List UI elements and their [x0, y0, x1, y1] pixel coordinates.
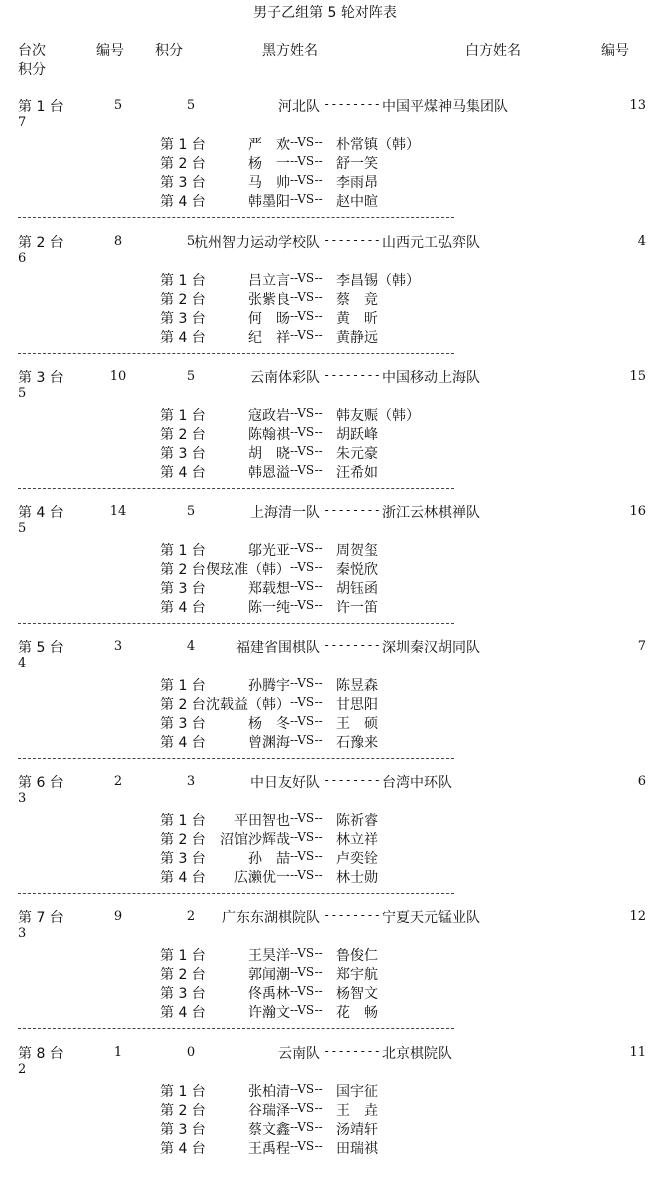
board-label: 第 3 台 — [160, 175, 206, 191]
left-team-number: 8 — [113, 234, 123, 249]
white-player: 陈祈睿 — [336, 813, 378, 829]
white-player: 陈昱森 — [336, 678, 378, 694]
board-label: 第 3 台 — [160, 311, 206, 327]
vs-marker: --VS-- — [290, 271, 323, 285]
white-player: 秦悦欣 — [336, 562, 378, 578]
team-separator: -------- — [323, 908, 381, 922]
pairing-row — [160, 810, 640, 829]
board-label: 第 2 台 — [160, 967, 206, 983]
pairing-row — [160, 867, 640, 886]
black-player: 佟禹林 — [248, 986, 290, 1002]
white-player: 汤靖轩 — [336, 1122, 378, 1138]
black-player: 王昊洋 — [248, 948, 290, 964]
white-team-score: 7 — [18, 115, 27, 130]
header-white-name: 白方姓名 — [465, 43, 521, 59]
team-score: 5 — [186, 234, 196, 249]
pairing-row — [160, 1138, 640, 1157]
black-player: 広濑优一 — [234, 870, 290, 886]
vs-marker: --VS-- — [290, 946, 323, 960]
black-player: 曾渊海 — [248, 735, 290, 751]
black-player: 偰玹准（韩） — [206, 562, 290, 578]
team-separator: -------- — [323, 368, 381, 382]
board-label: 第 2 台 — [160, 156, 206, 172]
dashed-divider — [18, 353, 454, 354]
right-team-number: 12 — [629, 909, 646, 924]
board-label: 第 1 台 — [160, 948, 206, 964]
black-player: 谷瑞泽 — [248, 1103, 290, 1119]
table-block — [0, 907, 650, 1042]
white-player: 朴常镇（韩） — [336, 137, 420, 153]
vs-marker: --VS-- — [290, 1139, 323, 1153]
white-player: 蔡 竞 — [336, 292, 378, 308]
board-label: 第 3 台 — [160, 446, 206, 462]
white-team-name: 山西元工弘弈队 — [382, 235, 480, 251]
board-label: 第 1 台 — [160, 273, 206, 289]
vs-marker: --VS-- — [290, 714, 323, 728]
vs-marker: --VS-- — [290, 868, 323, 882]
black-player: 杨 冬 — [248, 716, 290, 732]
right-team-number: 16 — [629, 504, 646, 519]
white-player: 王 垚 — [336, 1103, 378, 1119]
white-player: 杨智文 — [336, 986, 378, 1002]
team-score: 3 — [186, 774, 196, 789]
pairing-row — [160, 308, 640, 327]
board-label: 第 2 台 — [160, 562, 206, 578]
board-label: 第 1 台 — [160, 678, 206, 694]
team-score: 2 — [186, 909, 196, 924]
black-player: 沈载益（韩） — [206, 697, 290, 713]
black-player: 许瀚文 — [248, 1005, 290, 1021]
left-team-number: 14 — [109, 504, 127, 519]
white-team-score: 6 — [18, 251, 27, 266]
vs-marker: --VS-- — [290, 173, 323, 187]
pairing-row — [160, 848, 640, 867]
pairing-row — [160, 559, 640, 578]
white-player: 朱元豪 — [336, 446, 378, 462]
vs-marker: --VS-- — [290, 676, 323, 690]
white-team-name: 北京棋院队 — [382, 1046, 452, 1062]
black-player: 邬光亚 — [248, 543, 290, 559]
black-player: 孙 喆 — [248, 851, 290, 867]
pairing-row — [160, 424, 640, 443]
board-label: 第 3 台 — [160, 986, 206, 1002]
table-label: 第 7 台 — [18, 910, 64, 926]
vs-marker: --VS-- — [290, 1082, 323, 1096]
white-team-score: 3 — [18, 791, 27, 806]
team-score: 4 — [186, 639, 196, 654]
left-team-number: 9 — [113, 909, 123, 924]
pairing-row — [160, 540, 640, 559]
team-separator: -------- — [323, 97, 381, 111]
board-label: 第 2 台 — [160, 832, 206, 848]
board-label: 第 1 台 — [160, 408, 206, 424]
vs-marker: --VS-- — [290, 425, 323, 439]
black-team-name: 河北队 — [278, 99, 320, 115]
board-label: 第 3 台 — [160, 1122, 206, 1138]
header-score: 积分 — [155, 43, 183, 59]
pairing-row — [160, 1081, 640, 1100]
right-team-number: 6 — [637, 774, 646, 789]
board-label: 第 1 台 — [160, 543, 206, 559]
white-team-name: 深圳秦汉胡同队 — [382, 640, 480, 656]
table-label: 第 6 台 — [18, 775, 64, 791]
right-team-number: 11 — [629, 1045, 646, 1060]
black-player: 孙腾宇 — [248, 678, 290, 694]
board-label: 第 3 台 — [160, 851, 206, 867]
black-team-name: 杭州智力运动学校队 — [194, 235, 320, 251]
board-label: 第 2 台 — [160, 697, 206, 713]
right-team-number: 13 — [629, 98, 646, 113]
white-team-name: 宁夏天元锰业队 — [382, 910, 480, 926]
header-number-right: 编号 — [601, 43, 629, 59]
black-player: 郑载想 — [248, 581, 290, 597]
vs-marker: --VS-- — [290, 192, 323, 206]
white-player: 国宇征 — [336, 1084, 378, 1100]
black-team-name: 福建省围棋队 — [236, 640, 320, 656]
board-label: 第 1 台 — [160, 1084, 206, 1100]
black-player: 郭闻潮 — [248, 967, 290, 983]
dashed-divider — [18, 758, 454, 759]
black-player: 韩墨阳 — [248, 194, 290, 210]
vs-marker: --VS-- — [290, 695, 323, 709]
white-team-score: 5 — [18, 521, 27, 536]
table-block — [0, 772, 650, 907]
vs-marker: --VS-- — [290, 579, 323, 593]
black-player: 蔡文鑫 — [248, 1122, 290, 1138]
vs-marker: --VS-- — [290, 598, 323, 612]
page-title: 男子乙组第 5 轮对阵表 — [253, 5, 397, 21]
right-team-number: 4 — [637, 234, 646, 249]
pairing-row — [160, 462, 640, 481]
left-team-number: 2 — [113, 774, 123, 789]
black-player: 张柏清 — [248, 1084, 290, 1100]
white-player: 黄 昕 — [336, 311, 378, 327]
pairing-row — [160, 289, 640, 308]
pairing-row — [160, 578, 640, 597]
team-score: 0 — [186, 1045, 196, 1060]
black-player: 何 旸 — [248, 311, 290, 327]
right-team-number: 7 — [637, 639, 646, 654]
black-player: 胡 晓 — [248, 446, 290, 462]
vs-marker: --VS-- — [290, 1120, 323, 1134]
board-label: 第 2 台 — [160, 1103, 206, 1119]
pairing-row — [160, 1119, 640, 1138]
white-player: 汪希如 — [336, 465, 378, 481]
table-label: 第 8 台 — [18, 1046, 64, 1062]
header-black-name: 黑方姓名 — [262, 43, 318, 59]
table-block — [0, 502, 650, 637]
left-team-number: 10 — [109, 369, 127, 384]
board-label: 第 3 台 — [160, 581, 206, 597]
table-label: 第 5 台 — [18, 640, 64, 656]
black-player: 吕立言 — [248, 273, 290, 289]
vs-marker: --VS-- — [290, 733, 323, 747]
table-block — [0, 1043, 650, 1178]
board-label: 第 4 台 — [160, 465, 206, 481]
team-score: 5 — [186, 369, 196, 384]
white-player: 田瑞祺 — [336, 1141, 378, 1157]
header-table-no: 台次 — [18, 43, 46, 59]
vs-marker: --VS-- — [290, 830, 323, 844]
white-player: 许一笛 — [336, 600, 378, 616]
vs-marker: --VS-- — [290, 1003, 323, 1017]
white-player: 周贺玺 — [336, 543, 378, 559]
table-label: 第 1 台 — [18, 99, 64, 115]
white-player: 李昌锡（韩） — [336, 273, 420, 289]
team-score: 5 — [186, 98, 196, 113]
table-block — [0, 96, 650, 231]
board-label: 第 2 台 — [160, 292, 206, 308]
white-team-score: 3 — [18, 926, 27, 941]
black-team-name: 云南体彩队 — [250, 370, 320, 386]
dashed-divider — [18, 893, 454, 894]
white-player: 林立祥 — [336, 832, 378, 848]
black-player: 张紫良 — [248, 292, 290, 308]
dashed-divider — [18, 217, 454, 218]
black-player: 平田智也 — [234, 813, 290, 829]
board-label: 第 2 台 — [160, 427, 206, 443]
white-player: 黄静远 — [336, 330, 378, 346]
black-player: 纪 祥 — [248, 330, 290, 346]
table-block — [0, 637, 650, 772]
pairing-row — [160, 134, 640, 153]
pairing-row — [160, 694, 640, 713]
board-label: 第 1 台 — [160, 137, 206, 153]
table-label: 第 2 台 — [18, 235, 64, 251]
vs-marker: --VS-- — [290, 849, 323, 863]
black-player: 马 帅 — [248, 175, 290, 191]
right-team-number: 15 — [629, 369, 646, 384]
team-separator: -------- — [323, 1044, 381, 1058]
white-team-score: 5 — [18, 386, 27, 401]
white-team-name: 浙江云林棋禅队 — [382, 505, 480, 521]
board-label: 第 4 台 — [160, 735, 206, 751]
white-player: 胡钰函 — [336, 581, 378, 597]
pairing-row — [160, 675, 640, 694]
board-label: 第 1 台 — [160, 813, 206, 829]
white-player: 王 硕 — [336, 716, 378, 732]
pairing-row — [160, 443, 640, 462]
black-player: 韩恩溢 — [248, 465, 290, 481]
vs-marker: --VS-- — [290, 444, 323, 458]
vs-marker: --VS-- — [290, 1101, 323, 1115]
vs-marker: --VS-- — [290, 965, 323, 979]
dashed-divider — [18, 1028, 454, 1029]
left-team-number: 3 — [113, 639, 123, 654]
white-team-name: 中国移动上海队 — [382, 370, 480, 386]
pairing-row — [160, 829, 640, 848]
board-label: 第 3 台 — [160, 716, 206, 732]
black-player: 王禹程 — [248, 1141, 290, 1157]
white-player: 石豫来 — [336, 735, 378, 751]
black-player: 陈翰祺 — [248, 427, 290, 443]
white-player: 甘思阳 — [336, 697, 378, 713]
white-team-score: 4 — [18, 656, 27, 671]
table-block — [0, 232, 650, 367]
table-label: 第 3 台 — [18, 370, 64, 386]
board-label: 第 4 台 — [160, 1005, 206, 1021]
white-player: 鲁俊仁 — [336, 948, 378, 964]
black-player: 杨 一 — [248, 156, 290, 172]
vs-marker: --VS-- — [290, 984, 323, 998]
white-player: 花 畅 — [336, 1005, 378, 1021]
table-label: 第 4 台 — [18, 505, 64, 521]
black-player: 严 欢 — [248, 137, 290, 153]
black-team-name: 广东东湖棋院队 — [222, 910, 320, 926]
vs-marker: --VS-- — [290, 406, 323, 420]
black-team-name: 上海清一队 — [250, 505, 320, 521]
pairing-row — [160, 945, 640, 964]
pairing-row — [160, 327, 640, 346]
vs-marker: --VS-- — [290, 135, 323, 149]
black-team-name: 中日友好队 — [250, 775, 320, 791]
vs-marker: --VS-- — [290, 328, 323, 342]
vs-marker: --VS-- — [290, 811, 323, 825]
header-number-left: 编号 — [96, 43, 124, 59]
black-player: 寇政岩 — [248, 408, 290, 424]
white-player: 卢奕铨 — [336, 851, 378, 867]
dashed-divider — [18, 623, 454, 624]
pairing-row — [160, 172, 640, 191]
board-label: 第 4 台 — [160, 330, 206, 346]
pairing-row — [160, 732, 640, 751]
vs-marker: --VS-- — [290, 154, 323, 168]
white-team-name: 台湾中环队 — [382, 775, 452, 791]
pairing-row — [160, 405, 640, 424]
team-separator: -------- — [323, 233, 381, 247]
vs-marker: --VS-- — [290, 560, 323, 574]
black-player: 陈一纯 — [248, 600, 290, 616]
white-player: 郑宇航 — [336, 967, 378, 983]
pairing-row — [160, 597, 640, 616]
header-score-right: 积分 — [18, 62, 46, 78]
board-label: 第 4 台 — [160, 1141, 206, 1157]
team-separator: -------- — [323, 773, 381, 787]
pairing-row — [160, 983, 640, 1002]
board-label: 第 4 台 — [160, 600, 206, 616]
team-score: 5 — [186, 504, 196, 519]
team-separator: -------- — [323, 503, 381, 517]
pairing-row — [160, 1002, 640, 1021]
team-separator: -------- — [323, 638, 381, 652]
white-player: 李雨昂 — [336, 175, 378, 191]
white-team-score: 2 — [18, 1062, 27, 1077]
black-team-name: 云南队 — [278, 1046, 320, 1062]
white-player: 胡跃峰 — [336, 427, 378, 443]
vs-marker: --VS-- — [290, 463, 323, 477]
pairing-row — [160, 1100, 640, 1119]
table-block — [0, 367, 650, 502]
white-player: 赵中暄 — [336, 194, 378, 210]
left-team-number: 5 — [113, 98, 123, 113]
vs-marker: --VS-- — [290, 309, 323, 323]
pairing-row — [160, 153, 640, 172]
vs-marker: --VS-- — [290, 290, 323, 304]
white-player: 舒一笑 — [336, 156, 378, 172]
pairing-row — [160, 270, 640, 289]
pairing-row — [160, 964, 640, 983]
white-team-name: 中国平煤神马集团队 — [382, 99, 508, 115]
white-player: 韩友赈（韩） — [336, 408, 420, 424]
vs-marker: --VS-- — [290, 541, 323, 555]
white-player: 林士勋 — [336, 870, 378, 886]
left-team-number: 1 — [113, 1045, 123, 1060]
black-player: 沼馆沙辉哉 — [220, 832, 290, 848]
dashed-divider — [18, 488, 454, 489]
pairing-row — [160, 191, 640, 210]
board-label: 第 4 台 — [160, 194, 206, 210]
pairing-row — [160, 713, 640, 732]
board-label: 第 4 台 — [160, 870, 206, 886]
